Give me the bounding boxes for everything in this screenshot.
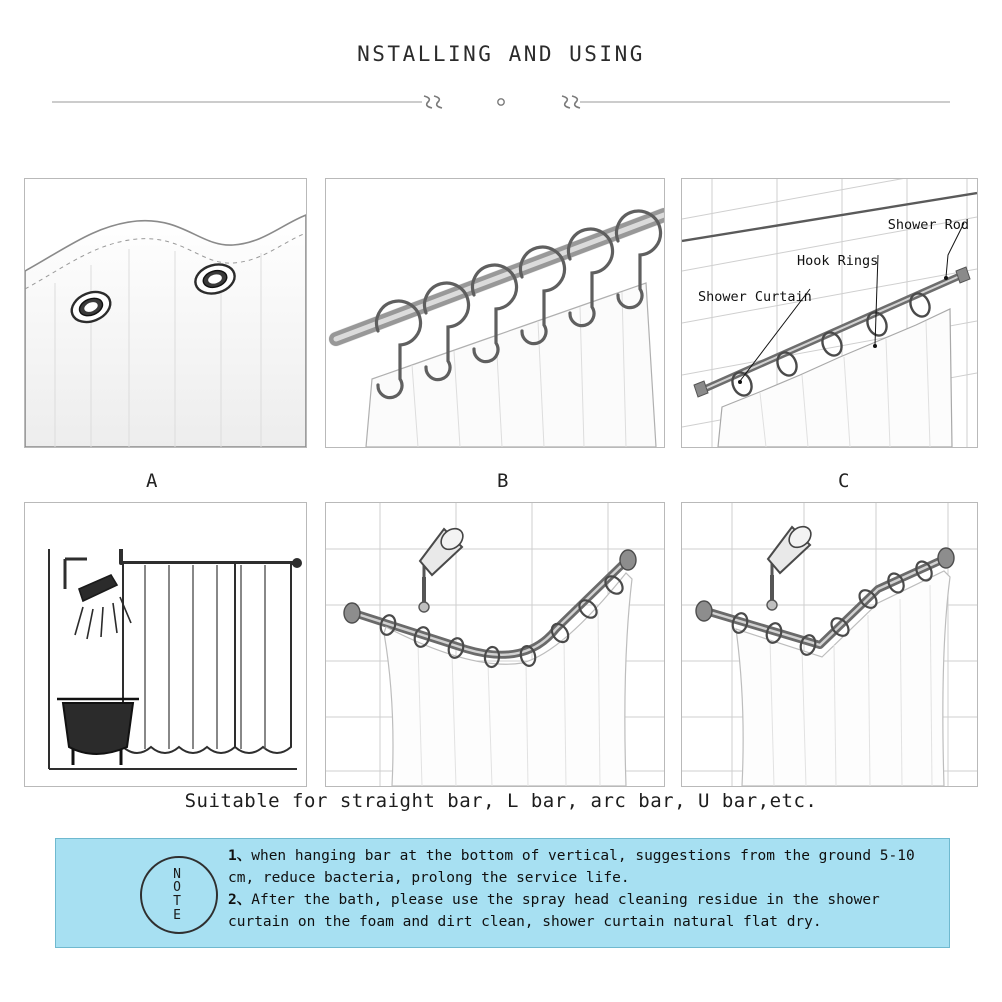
suitable-text: Suitable for straight bar, L bar, arc bar, U bar,etc. [184,790,818,812]
panel-caption-c: C [838,470,850,492]
panel-caption-a: A [146,470,158,492]
label-hook-rings: Hook Rings [797,253,879,269]
note-badge-line-4: E [173,907,185,923]
panel-caption-b: B [497,470,509,492]
note-text [228,845,928,933]
panel-l-bar [681,502,978,787]
note-badge-line-1: N [173,866,185,882]
note-item-1-text: when hanging bar at the bottom of vertical, suggestions from the ground 5-10 cm, reduce bacteria, prolong the service life. [228,848,915,887]
page-title: NSTALLING AND USING [357,42,645,66]
note-item-2-text: After the bath, please use the spray head cleaning residue in the shower curtain on the foam and dirt clean, shower curtain natural flat dry. [228,892,880,931]
label-shower-rod: Shower Rod [887,217,969,233]
ornament-divider-icon [52,92,950,112]
panel-bathtub-straight-bar [24,502,307,787]
note-badge-line-2: O [173,880,185,896]
note-item-1 [228,845,928,889]
note-item-2 [228,889,928,933]
panel-curtain-grommets [24,178,307,448]
note-badge-line-3: T [173,894,185,909]
note-item-1-number: 1、 [228,848,252,864]
panel-hook-rings-on-rod [325,178,665,448]
note-badge [140,856,218,934]
page-header [0,42,1002,66]
panel-arc-bar [325,502,665,787]
panel-installed-rod [681,178,978,448]
label-shower-curtain: Shower Curtain [698,289,812,305]
note-item-2-number: 2、 [228,892,252,909]
